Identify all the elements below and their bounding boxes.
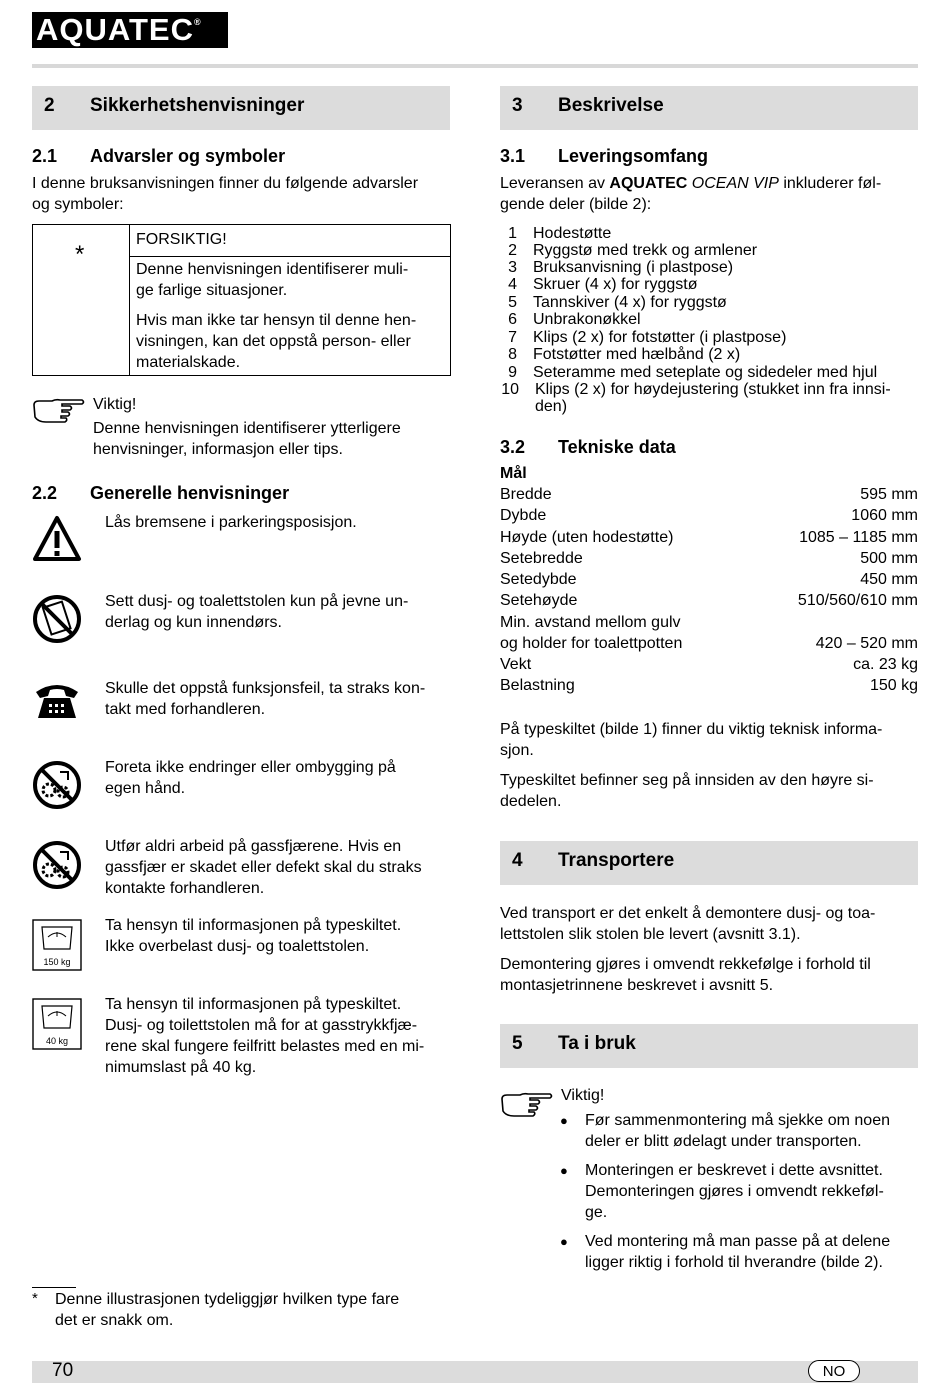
section-4-text: Ved transport er det enkelt å demontere dusj- og toa- lettstolen slik stolen ble levert (avsnitt 3.1). Demontering gjøres i omvendt rekkefølge i forhold til montasjetrinnene beskrevet i avsnitt 5.	[500, 905, 876, 994]
bullet-icon: ●	[560, 1113, 568, 1128]
table-row: Min. avstand mellom gulv	[500, 614, 681, 631]
table-row: Bredde 595 mm	[500, 486, 918, 503]
telephone-icon	[34, 680, 80, 722]
type-plate-info: På typeskiltet (bilde 1) finner du viktig teknisk informa- sjon. Typeskiltet befinner seg på innsiden av den høyre si- dedelen.	[500, 721, 883, 810]
pointing-hand-icon	[500, 1091, 554, 1121]
table-row: Vekt ca. 23 kg	[500, 656, 918, 673]
page-number: 70	[52, 1360, 74, 1381]
scale-150kg-icon	[32, 919, 82, 971]
table-row: Setedybde 450 mm	[500, 571, 918, 588]
no-gas-spring-work-icon	[32, 840, 82, 890]
scale-40kg-icon	[32, 998, 82, 1050]
section-5-header: 5 Ta i bruk	[500, 1024, 918, 1068]
section-2-header: 2 Sikkerhetshenvisninger	[32, 86, 450, 130]
bullet-icon: ●	[560, 1163, 568, 1178]
footnote-rule	[32, 1287, 76, 1288]
note-max-load: Ta hensyn til informasjonen på typeskiltet. Ikke overbelast dusj- og toalettstolen.	[105, 917, 402, 955]
table-row: Belastning 150 kg	[500, 677, 918, 694]
table-row: og holder for toalettpotten 420 – 520 mm	[500, 635, 918, 652]
pointing-hand-icon	[32, 397, 86, 427]
section-5-bullets	[560, 1110, 920, 1280]
note-min-load: Ta hensyn til informasjonen på typeskiltet. Dusj- og toilettstolen må for at gasstrykkfjæ- rene skal fungere feilfritt belastes med en mi- nimumslast på 40 kg.	[105, 996, 425, 1076]
section-3-1-intro: Leveransen av AQUATEC OCEAN VIP inkluderer føl- gende deler (bilde 2):	[500, 175, 882, 213]
table-row: Dybde 1060 mm	[500, 507, 918, 524]
scale-150kg-label: 150 kg	[43, 957, 71, 967]
note-level-ground: Sett dusj- og toalettstolen kun på jevne un- derlag og kun innendørs.	[105, 593, 409, 631]
bullet-icon: ●	[560, 1234, 568, 1249]
note-brakes: Lås bremsene i parkeringsposisjon.	[105, 514, 357, 531]
footnote-text: Denne illustrasjonen tydeliggjør hvilken type fare det er snakk om.	[55, 1291, 400, 1329]
list-item: Monteringen er beskrevet i dette avsnittet. Demonteringen gjøres i omvendt rekkeføl- ge.	[585, 1162, 884, 1221]
language-badge: NO	[808, 1360, 860, 1382]
aquatec-logo: AQUATEC®	[32, 12, 228, 48]
footnote-star: *	[32, 1290, 38, 1307]
section-4-header: 4 Transportere	[500, 841, 918, 885]
hazard-star-symbol: *	[75, 241, 85, 268]
parts-list: 1 Hodestøtte 2 Ryggstø med trekk og armlener 3 Bruksanvisning (i plastpose) 4 Skruer (4 x) for ryggstø 5 Tannskiver (4 x) for ryggstø 6 Unbrakonøkkel 7 Klips (2 x) for fotstøtter (i plastpose) 8 Fotstøtter med hælbånd (2 x) 9 Seteramme med seteplate og sidedeler med hjul 10 Klips (2 x) for høydejustering (stukket inn fra innsi- den)	[501, 225, 891, 415]
table-row: Setebredde 500 mm	[500, 550, 918, 567]
caution-text: Denne henvisningen identifiserer muli- ge farlige situasjoner. Hvis man ikke tar hensyn til denne hen- visningen, kan det oppstå person- eller materialskade.	[136, 261, 417, 371]
scale-40kg-label: 40 kg	[45, 1036, 69, 1046]
footer-bar	[32, 1361, 918, 1383]
note-no-modification: Foreta ikke endringer eller ombygging på egen hånd.	[105, 759, 396, 797]
viktig-note: Viktig! Denne henvisningen identifiserer ytterligere henvisninger, informasjon eller tips.	[93, 396, 401, 458]
list-item: Ved montering må man passe på at delene ligger riktig i forhold til hverandre (bilde 2).	[585, 1233, 891, 1271]
header-rule	[32, 64, 918, 68]
no-uneven-ground-icon	[32, 594, 82, 644]
section-2-1-intro: I denne bruksanvisningen finner du følgende advarsler og symboler:	[32, 175, 419, 213]
table-row: Setehøyde 510/560/610 mm	[500, 592, 918, 609]
no-modification-icon	[32, 760, 82, 810]
dimensions-subheading: Mål	[500, 465, 527, 482]
table-row: Høyde (uten hodestøtte) 1085 – 1185 mm	[500, 529, 918, 546]
spec-table	[500, 486, 918, 701]
section-5-viktig-title: Viktig!	[561, 1087, 605, 1104]
warning-triangle-icon	[32, 515, 82, 563]
section-3-header: 3 Beskrivelse	[500, 86, 918, 130]
caution-title: FORSIKTIG!	[136, 231, 227, 248]
caution-box	[32, 224, 451, 376]
note-malfunction: Skulle det oppstå funksjonsfeil, ta straks kon- takt med forhandleren.	[105, 680, 426, 718]
list-item: Før sammenmontering må sjekke om noen deler er blitt ødelagt under transporten.	[585, 1112, 890, 1150]
note-gas-springs: Utfør aldri arbeid på gassfjærene. Hvis en gassfjær er skadet eller defekt skal du straks kontakte forhandleren.	[105, 838, 422, 897]
